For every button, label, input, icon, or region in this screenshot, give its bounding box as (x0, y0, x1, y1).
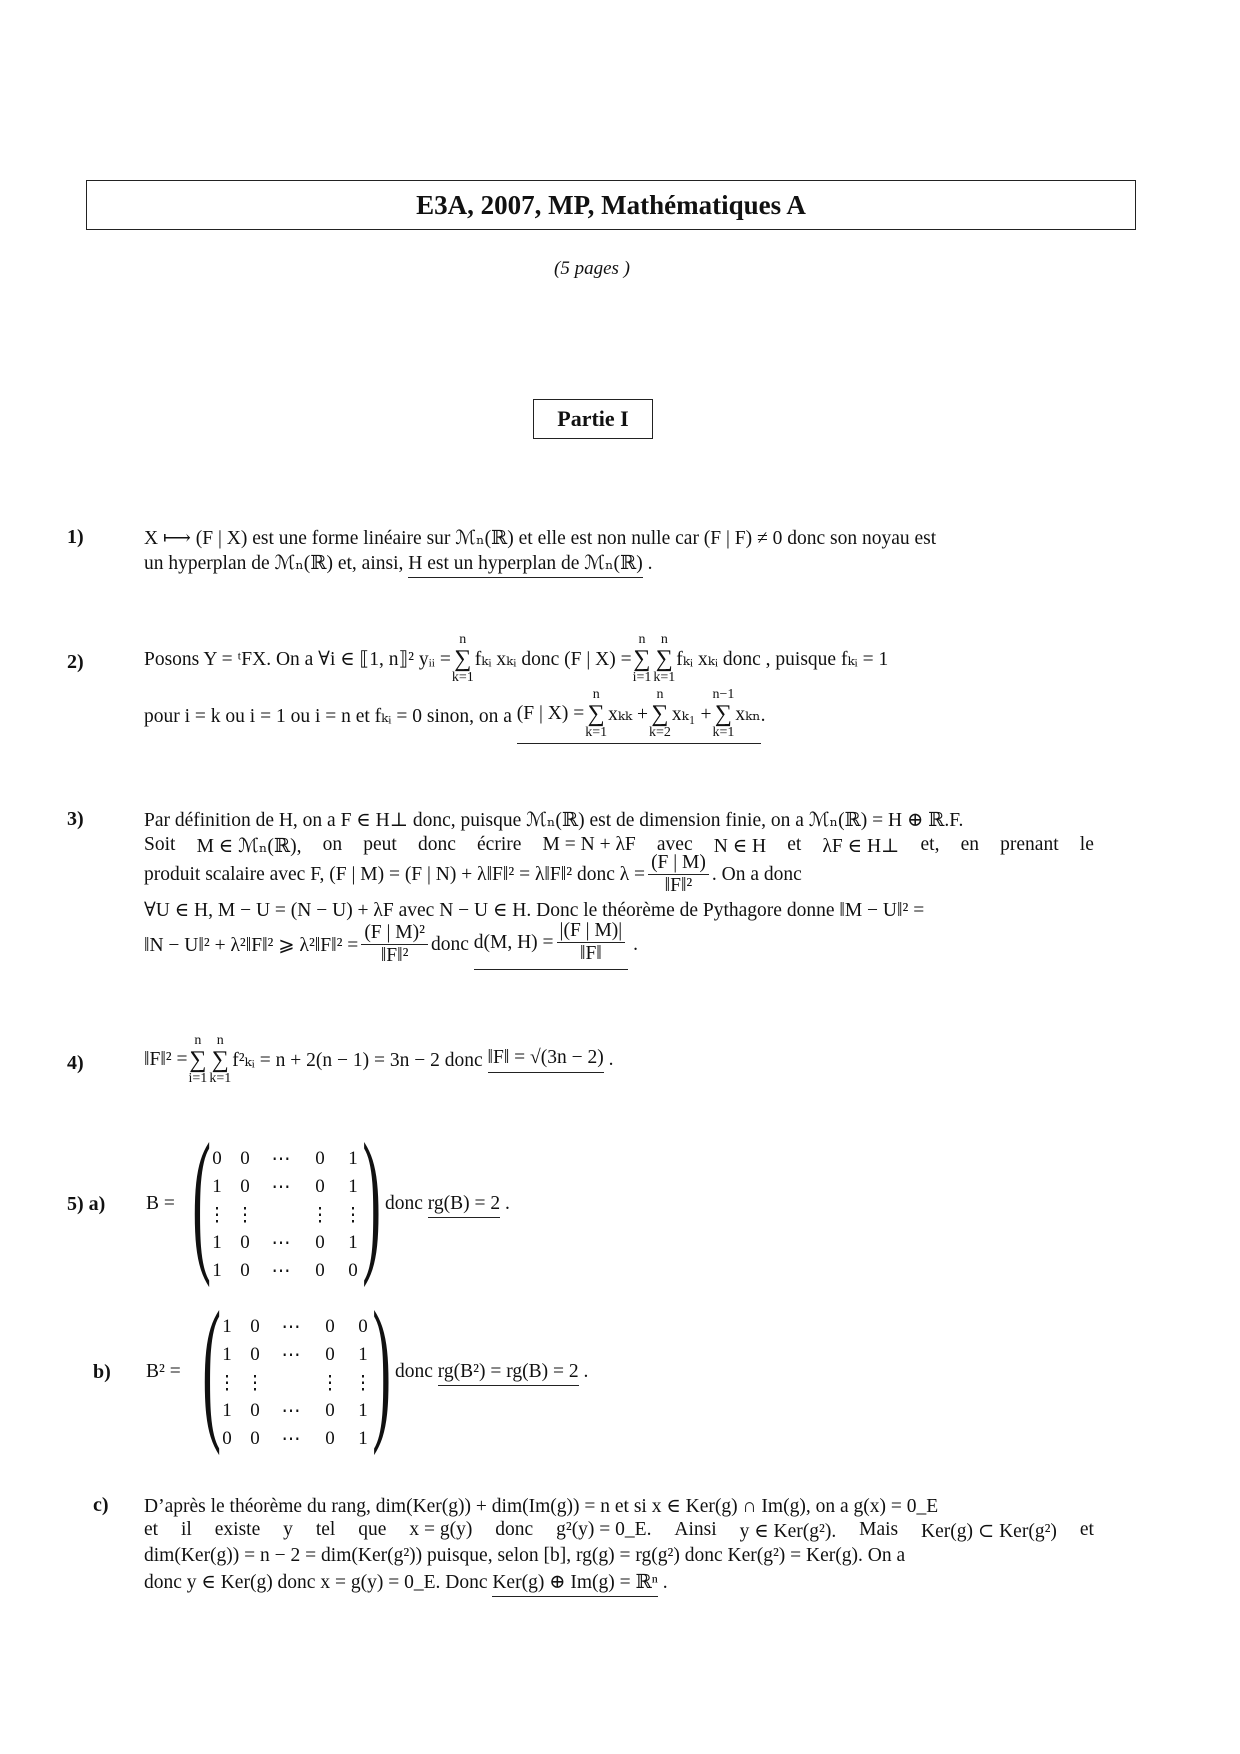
q5b-result-line: donc rg(B²) = rg(B) = 2 . (395, 1361, 588, 1383)
q5c-line-3: dim(Ker(g)) = n − 2 = dim(Ker(g²)) puisque, selon [b], rg(g) = rg(g²) donc Ker(g²) = Ker(g). On a (144, 1545, 906, 1566)
q1-end: . (647, 553, 653, 574)
q3-line-3: produit scalaire avec F, (F | M) = (F | N) + λ‖F‖² = λ‖F‖² donc λ = $\frac{(F | M)}{\text{‖F‖²}}$ . On a donc (144, 852, 802, 897)
q1-result: H est un hyperplan de ℳₙ(ℝ) (408, 553, 642, 578)
title-box (86, 180, 1136, 230)
q1-text: un hyperplan de ℳₙ(ℝ) et, ainsi, (144, 553, 404, 574)
q5c-result: Ker(g) ⊕ Im(g) = ℝⁿ (492, 1572, 658, 1597)
question-number-4: 4) (67, 1052, 84, 1074)
page-count: (5 pages ) (554, 258, 630, 279)
question-number-5c: c) (93, 1494, 109, 1516)
sum-symbol: n ∑ k=1 (653, 632, 676, 685)
page-title: E3A, 2007, MP, Mathématiques A (416, 189, 806, 220)
q5a-result: rg(B) = 2 (428, 1193, 500, 1218)
left-paren: ( (202, 1278, 221, 1456)
q2-text-b: fₖᵢ xₖᵢ donc (F | X) = (474, 649, 632, 670)
q1-line-2 (144, 551, 653, 575)
q5c-line-4: donc y ∈ Ker(g) donc x = g(y) = 0_E. Donc Ker(g) ⊕ Im(g) = ℝⁿ . (144, 1570, 668, 1594)
matrix-b2-label: B² = (146, 1361, 181, 1382)
q1-line-1: X ⟼ (F | X) est une forme linéaire sur ℳₙ(ℝ) et elle est non nulle car (F | F) ≠ 0 donc son noyau est (144, 528, 937, 549)
q3-result: d(M, H) = $\frac{|(F | M)|}{‖F‖}$ (474, 920, 628, 970)
question-number-2: 2) (67, 651, 84, 673)
sum-symbol: n ∑ i=1 (632, 632, 652, 685)
q2-text-a: Posons Y = ᵗFX. On a ∀i ∈ ⟦1, n⟧² yᵢᵢ = (144, 649, 451, 670)
q2-text-d: pour i = k ou i = 1 ou i = n et fₖᵢ = 0 sinon, on a (144, 706, 512, 727)
q2-text-c: fₖᵢ xₖᵢ donc , puisque fₖᵢ = 1 (676, 649, 889, 670)
q3-line-4: ∀U ∈ H, M − U = (N − U) + λF avec N − U ∈ H. Donc le théorème de Pythagore donne ‖M − U‖² = (144, 900, 925, 921)
part-title: Partie I (533, 399, 653, 439)
q3-line-2: Soit M ∈ ℳₙ(ℝ), on peut donc écrire M = N + λF avec N ∈ H et λF ∈ H⊥ et, en prenant le (144, 834, 1094, 857)
q2-line-1 (144, 633, 888, 685)
q5b-result: rg(B²) = rg(B) = 2 (438, 1361, 579, 1386)
q3-line-5: ‖N − U‖² + λ²‖F‖² ⩾ λ²‖F‖² = $\frac{\text{(F | M)²}}{\text{‖F‖²}}$ donc d(M, H) = $\frac{|(F | M)|}{‖F‖}$ . (144, 920, 638, 970)
q5c-line-1: D’après le théorème du rang, dim(Ker(g)) + dim(Im(g)) = n et si x ∈ Ker(g) ∩ Im(g), on a g(x) = 0_E (144, 1496, 939, 1517)
q2-result: (F | X) = n ∑ k=1 xₖₖ + n ∑ k=2 xₖ₁ + n−1 ∑ k=1 xₖₙ (517, 688, 761, 744)
matrix-b: ( 0 0 ⋯ 0 1 1 0 ⋯ 0 1 ⋮ ⋮ ⋮ ⋮ 1 0 ⋯ 0 1 1 0 ⋯ 0 0 ) (192, 1110, 381, 1288)
question-number-3: 3) (67, 808, 84, 830)
q3-line-1: Par définition de H, on a F ∈ H⊥ donc, puisque ℳₙ(ℝ) est de dimension finie, on a ℳₙ(ℝ) = H ⊕ ℝ.F. (144, 810, 964, 831)
sum-symbol: n ∑ k=1 (451, 632, 474, 685)
right-paren: ) (372, 1278, 391, 1456)
question-number-1: 1) (67, 526, 84, 548)
left-paren: ( (192, 1110, 211, 1288)
question-number-5a: 5) a) (67, 1193, 106, 1215)
right-paren: ) (362, 1110, 381, 1288)
q4-result: ‖F‖ = √(3n − 2) (488, 1047, 604, 1073)
question-number-5b: b) (93, 1361, 111, 1383)
q4-line: ‖F‖² = n ∑ i=1 n ∑ k=1 f²ₖᵢ = n + 2(n − 1) = 3n − 2 donc ‖F‖ = √(3n − 2) . (144, 1033, 614, 1086)
matrix-b-squared: ( 1 0 ⋯ 0 0 1 0 ⋯ 0 1 ⋮ ⋮ ⋮ ⋮ 1 0 ⋯ 0 1 0 0 ⋯ 0 1 ) (202, 1278, 391, 1456)
q5a-result-line: donc rg(B) = 2 . (385, 1193, 510, 1215)
matrix-b-label: B = (146, 1193, 175, 1214)
q2-line-2: pour i = k ou i = 1 ou i = n et fₖᵢ = 0 sinon, on a (F | X) = n ∑ k=1 xₖₖ + n ∑ k=2 xₖ₁ + n−1 ∑ k=1 xₖₙ . (144, 688, 766, 744)
q5c-line-2: et il existe y tel que x = g(y) donc g²(y) = 0_E. Ainsi y ∈ Ker(g²). Mais Ker(g) ⊂ Ker(g²) et (144, 1519, 1094, 1542)
